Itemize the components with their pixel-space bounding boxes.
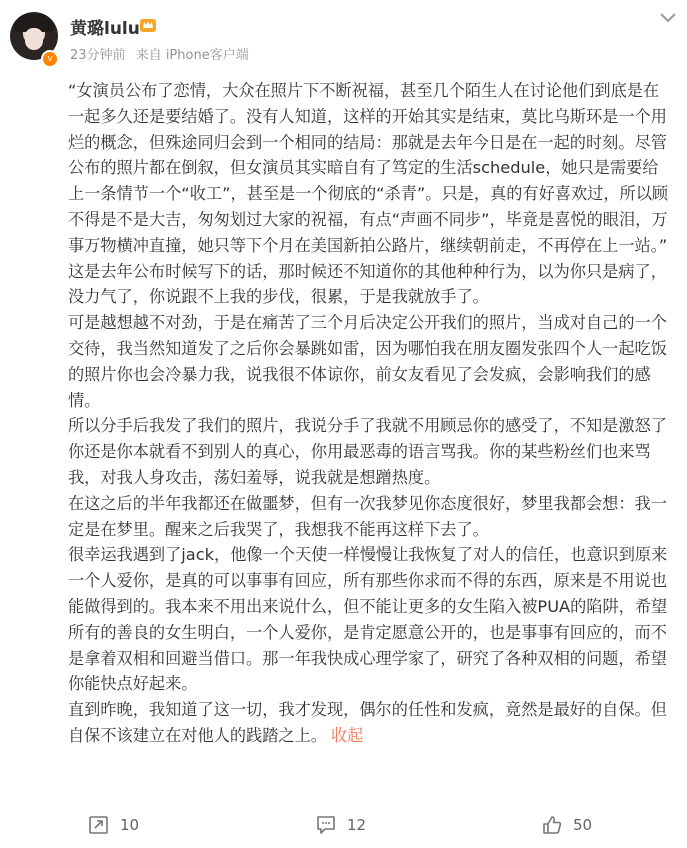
comment-button[interactable]	[315, 814, 366, 836]
post-paragraph: 可是越想越不对劲，于是在痛苦了三个月后决定公开我们的照片，当成对自己的一个交待，我当然知道发了之后你会暴跳如雷，因为哪怕我在朋友圈发张四个人一起吃饭的照片你也会冷暴力我，说我很不体谅你，前女友看见了会发疯，会影响我们的感情。	[68, 313, 667, 410]
post-paragraph: 这是去年公布时候写下的话，那时候还不知道你的其他种种行为，以为你只是病了，没力气了，你说跟不上我的步伐，很累，于是我就放手了。	[68, 261, 667, 307]
comment-count: 12	[347, 816, 367, 834]
action-bar	[0, 810, 687, 840]
repost-button[interactable]	[88, 814, 139, 836]
post-paragraph: 很幸运我遇到了jack，他像一个天使一样慢慢让我恢复了对人的信任，也意识到原来一个人爱你，是真的可以事事有回应，所有那些你求而不得的东西，原来是不用说也能做得到的。我本来不用出来说什么，但不能让更多的女生陷入被PUA的陷阱，希望所有的善良的女生明白，一个人爱你，是肯定愿意公开的，也是事事有回应的，而不是拿着双相和回避当借口。那一年我快成心理学家了，研究了各种双相的问题，希望你能快点好起来。	[68, 545, 668, 694]
verified-badge-icon: v	[41, 50, 59, 68]
post-paragraph: “女演员公布了恋情，大众在照片下不断祝福，甚至几个陌生人在讨论他们到底是在一起多久还是要结婚了。没有人知道，这样的开始其实是结束，莫比乌斯环是一个用烂的概念，但殊途同归会到一个相同的结局：那就是去年今日是在一起的时刻。尽管公布的照片都在倒叙，但女演员其实暗自有了笃定的生活schedule，她只是需要给上一条情节一个“收工”，甚至是一个彻底的“杀青”。只是，真的有好喜欢过，所以顾不得是不是大吉，匆匆划过大家的祝福，有点“声画不同步”，毕竟是喜悦的眼泪，万事万物横冲直撞，她只等下个月在美国新拍公路片，继续朝前走，不再停在上一站。”	[68, 81, 669, 255]
like-count: 50	[573, 816, 593, 834]
username[interactable]: 黄璐lulu	[70, 19, 140, 39]
avatar-face	[25, 28, 43, 50]
collapse-link[interactable]: 收起	[331, 725, 364, 745]
repost-icon	[88, 814, 110, 836]
post-header	[0, 0, 687, 80]
vip-crown-icon[interactable]	[139, 16, 157, 34]
post-paragraph-text: 直到昨晚，我知道了这一切，我才发现，偶尔的任性和发疯，竟然是最好的自保。但自保不该建立在对他人的践踏之上。	[68, 700, 667, 745]
post-paragraph: 在这之后的半年我都还在做噩梦，但有一次我梦见你态度很好，梦里我都会想：我一定是在梦里。醒来之后我哭了，我想我不能再这样下去了。	[68, 493, 667, 539]
post-paragraph: 所以分手后我发了我们的照片，我说分手了我就不用顾忌你的感受了，不知是激怒了你还是你本就看不到别人的真心，你用最恶毒的语言骂我。你的某些粉丝们也来骂我，对我人身攻击，荡妇羞辱，说我就是想蹭热度。	[68, 416, 667, 487]
post-meta	[70, 44, 255, 63]
post-time: 23分钟前	[70, 48, 126, 63]
comment-icon	[315, 814, 337, 836]
like-button[interactable]	[541, 814, 592, 836]
thumbs-up-icon	[541, 814, 563, 836]
post-paragraph-last	[68, 697, 674, 749]
post-source: 来自 iPhone客户端	[135, 48, 249, 63]
chevron-down-icon[interactable]	[659, 12, 677, 24]
post-body	[68, 78, 674, 749]
repost-count: 10	[120, 816, 140, 834]
